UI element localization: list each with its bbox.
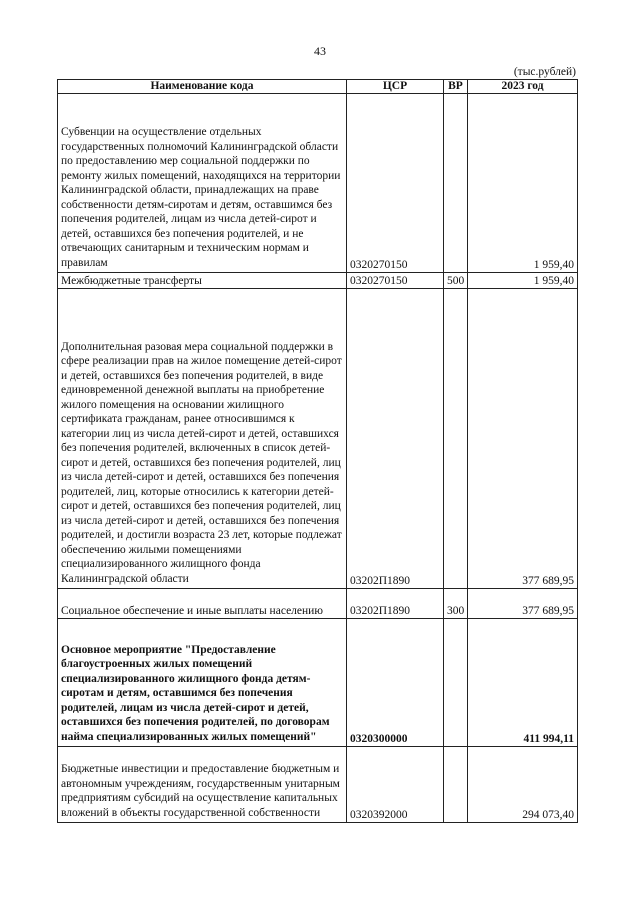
row-vr	[444, 619, 468, 747]
row-csr: 0320270150	[347, 273, 444, 289]
row-csr: 0320300000	[347, 619, 444, 747]
table-row	[58, 589, 578, 619]
header-year: 2023 год	[468, 80, 578, 94]
table-row	[58, 94, 578, 273]
table-row	[58, 747, 578, 823]
row-name: Субвенции на осуществление отдельных государственных полномочий Калининградской области по предоставлению мер социальной поддержки по ремонту жилых помещений, находящихся на территории Калининградской области, принадлежащих на праве собственности детям-сиротам и детям, оставшимся без попечения родителей, лицам из числа детей-сирот и детей, оставшихся без попечения родителей, и не отвечающих санитарным и техническим нормам и правилам	[58, 94, 347, 273]
row-csr: 0320392000	[347, 747, 444, 823]
row-vr	[444, 747, 468, 823]
row-amount: 377 689,95	[468, 289, 578, 589]
header-csr: ЦСР	[347, 80, 444, 94]
row-amount: 1 959,40	[468, 273, 578, 289]
units-label: (тыс.рублей)	[513, 66, 576, 78]
row-csr: 03202П1890	[347, 289, 444, 589]
row-name: Межбюджетные трансферты	[58, 273, 347, 289]
row-name: Бюджетные инвестиции и предоставление бюджетным и автономным учреждениям, государственным унитарным предприятиям субсидий на осуществление капитальных вложений в объекты государственной собственности	[58, 747, 347, 823]
header-vr: ВР	[444, 80, 468, 94]
row-amount: 377 689,95	[468, 589, 578, 619]
row-name: Социальное обеспечение и иные выплаты населению	[58, 589, 347, 619]
row-name: Основное мероприятие "Предоставление благоустроенных жилых помещений специализированного жилищного фонда детям-сиротам и детям, оставшимся без попечения родителей, лицам из числа детей-сирот и детей, оставшихся без попечения родителей, по договорам найма специализированных жилых помещений"	[58, 619, 347, 747]
row-amount: 411 994,11	[468, 619, 578, 747]
row-vr	[444, 289, 468, 589]
table-row	[58, 273, 578, 289]
row-csr: 03202П1890	[347, 589, 444, 619]
row-vr: 300	[444, 589, 468, 619]
table-header-row	[58, 80, 578, 94]
row-vr: 500	[444, 273, 468, 289]
row-amount: 1 959,40	[468, 94, 578, 273]
row-amount: 294 073,40	[468, 747, 578, 823]
row-csr: 0320270150	[347, 94, 444, 273]
budget-table	[57, 79, 578, 823]
page-number: 43	[314, 44, 326, 58]
header-name: Наименование кода	[58, 80, 347, 94]
table-row	[58, 619, 578, 747]
row-vr	[444, 94, 468, 273]
table-row	[58, 289, 578, 589]
row-name: Дополнительная разовая мера социальной поддержки в сфере реализации прав на жилое помещение детей-сирот и детей, оставшихся без попечения родителей, в виде единовременной денежной выплаты на приобретение жилого помещения на основании жилищного сертификата гражданам, ранее относившимся к категории лиц из числа детей-сирот и детей, оставшихся без попечения родителей, включенных в список детей-сирот и детей, оставшихся без попечения родителей, лиц из числа детей-сирот и детей, оставшихся без попечения родителей, лиц, которые относились к категории детей-сирот и детей, оставшихся без попечения родителей, лиц из числа детей-сирот и детей, оставшихся без попечения родителей, и достигли возраста 23 лет, которые подлежат обеспечению жилыми помещениями специализированного жилищного фонда Калининградской области	[58, 289, 347, 589]
